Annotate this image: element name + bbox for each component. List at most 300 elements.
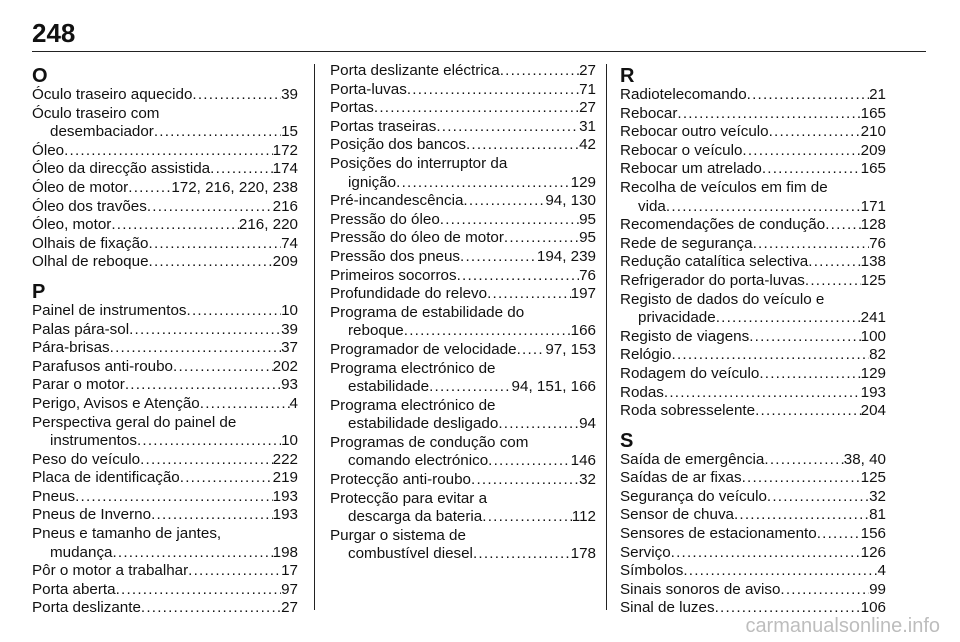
entry-page-ref[interactable]: 216 bbox=[272, 197, 298, 215]
index-entry bbox=[330, 192, 596, 211]
entry-term: Rebocar o veículo bbox=[620, 141, 743, 159]
leader-dots bbox=[473, 545, 571, 564]
entry-page-ref[interactable]: 172, 216, 220, 238 bbox=[171, 178, 298, 196]
entry-term: Pôr o motor a trabalhar bbox=[32, 562, 189, 580]
column-divider bbox=[314, 64, 315, 610]
entry-line bbox=[620, 451, 886, 470]
leader-dots bbox=[188, 562, 281, 581]
entry-term: combustível diesel bbox=[348, 545, 473, 563]
entry-term: Painel de instrumentos bbox=[32, 301, 187, 319]
entry-line bbox=[330, 545, 596, 564]
entry-term: Olhal de reboque bbox=[32, 253, 149, 271]
entry-line bbox=[330, 118, 596, 137]
index-entry bbox=[330, 99, 596, 118]
entry-term: Protecção anti-roubo bbox=[330, 471, 471, 489]
entry-term: Óculo traseiro com bbox=[32, 104, 160, 122]
entry-term: Símbolos bbox=[620, 562, 684, 580]
leader-dots bbox=[764, 451, 843, 470]
entry-line bbox=[32, 414, 298, 433]
entry-page-ref[interactable]: 94 bbox=[579, 415, 596, 433]
entry-line bbox=[620, 253, 886, 272]
entry-line bbox=[330, 285, 596, 304]
index-entry bbox=[330, 211, 596, 230]
index-entry bbox=[620, 216, 886, 235]
leader-dots bbox=[767, 488, 869, 507]
entry-line bbox=[32, 216, 298, 235]
index-entry bbox=[32, 581, 298, 600]
entry-page-ref[interactable]: 4 bbox=[289, 394, 298, 412]
leader-dots bbox=[671, 544, 861, 563]
entry-line bbox=[620, 488, 886, 507]
entry-term: Rede de segurança bbox=[620, 234, 753, 252]
entry-line bbox=[620, 544, 886, 563]
index-entry bbox=[32, 105, 298, 142]
entry-page-ref[interactable]: 93 bbox=[281, 376, 298, 394]
leader-dots bbox=[151, 506, 273, 525]
index-entry bbox=[330, 155, 596, 192]
index-entry bbox=[620, 123, 886, 142]
index-entry bbox=[620, 469, 886, 488]
entry-page-ref[interactable]: 10 bbox=[281, 301, 298, 319]
index-column-1 bbox=[32, 62, 298, 618]
leader-dots bbox=[407, 81, 579, 100]
index-entry bbox=[330, 81, 596, 100]
leader-dots bbox=[116, 581, 282, 600]
index-entry bbox=[32, 506, 298, 525]
entry-term: Óculo traseiro aquecido bbox=[32, 86, 193, 103]
leader-dots bbox=[429, 378, 511, 397]
entry-line bbox=[330, 508, 596, 527]
entry-term: Posição dos bancos bbox=[330, 136, 466, 154]
leader-dots bbox=[780, 581, 869, 600]
entry-page-ref[interactable]: 209 bbox=[860, 141, 886, 159]
index-entry bbox=[620, 581, 886, 600]
leader-dots bbox=[759, 365, 860, 384]
leader-dots bbox=[742, 142, 860, 161]
entry-line bbox=[330, 62, 596, 81]
leader-dots bbox=[374, 99, 579, 118]
entry-line bbox=[32, 562, 298, 581]
entry-page-ref[interactable]: 112 bbox=[571, 508, 596, 526]
entry-line bbox=[32, 376, 298, 395]
entry-line bbox=[330, 434, 596, 453]
leader-dots bbox=[149, 253, 273, 272]
entry-page-ref[interactable]: 241 bbox=[860, 309, 886, 327]
entry-page-ref[interactable]: 74 bbox=[281, 234, 298, 252]
index-entry bbox=[32, 160, 298, 179]
leader-dots bbox=[125, 376, 281, 395]
entry-line bbox=[330, 267, 596, 286]
entry-line bbox=[620, 179, 886, 198]
leader-dots bbox=[471, 471, 579, 490]
leader-dots bbox=[436, 118, 579, 137]
index-entry bbox=[620, 544, 886, 563]
entry-page-ref[interactable]: 32 bbox=[579, 471, 596, 489]
entry-term: Pneus bbox=[32, 487, 76, 505]
leader-dots bbox=[805, 272, 861, 291]
leader-dots bbox=[149, 235, 282, 254]
entry-line bbox=[330, 415, 596, 434]
leader-dots bbox=[825, 216, 860, 235]
entry-page-ref[interactable]: 32 bbox=[869, 487, 886, 505]
entry-term: Óleo da direcção assistida bbox=[32, 160, 211, 178]
entry-term: Pressão do óleo bbox=[330, 210, 440, 228]
entry-page-ref[interactable]: 193 bbox=[272, 506, 298, 524]
entry-term: Óleo bbox=[32, 141, 65, 159]
entry-page-ref[interactable]: 37 bbox=[281, 339, 298, 357]
index-entry bbox=[32, 562, 298, 581]
entry-term: Perspectiva geral do painel de bbox=[32, 413, 237, 431]
entry-page-ref[interactable]: 138 bbox=[860, 253, 886, 271]
index-entry bbox=[330, 434, 596, 471]
leader-dots bbox=[440, 211, 579, 230]
index-entry bbox=[330, 248, 596, 267]
leader-dots bbox=[488, 452, 571, 471]
entry-line bbox=[32, 525, 298, 544]
entry-term: Pára-brisas bbox=[32, 339, 110, 357]
entry-page-ref[interactable]: 71 bbox=[579, 80, 596, 98]
entry-page-ref[interactable]: 178 bbox=[570, 545, 596, 563]
entry-term: Registo de viagens bbox=[620, 327, 750, 345]
entry-term: Óleo dos travões bbox=[32, 197, 147, 215]
entry-page-ref[interactable]: 156 bbox=[860, 525, 886, 543]
entry-page-ref[interactable]: 146 bbox=[570, 452, 596, 470]
leader-dots bbox=[137, 432, 281, 451]
index-entry bbox=[330, 341, 596, 360]
entry-term: Redução catalítica selectiva bbox=[620, 253, 809, 271]
index-entry bbox=[620, 328, 886, 347]
entry-page-ref[interactable]: 219 bbox=[272, 469, 298, 487]
entry-page-ref[interactable]: 95 bbox=[579, 229, 596, 247]
leader-dots bbox=[742, 469, 861, 488]
entry-page-ref[interactable]: 128 bbox=[860, 216, 886, 234]
entry-term: Óleo de motor bbox=[32, 178, 129, 196]
entry-line bbox=[32, 253, 298, 272]
section-gap bbox=[32, 272, 298, 278]
leader-dots bbox=[463, 192, 545, 211]
entry-term: Sensor de chuva bbox=[620, 506, 734, 524]
entry-page-ref[interactable]: 94, 151, 166 bbox=[511, 378, 596, 396]
leader-dots bbox=[817, 525, 861, 544]
entry-line bbox=[620, 309, 886, 328]
entry-page-ref[interactable]: 129 bbox=[570, 173, 596, 191]
index-entry bbox=[620, 291, 886, 328]
leader-dots bbox=[457, 267, 580, 286]
entry-line bbox=[620, 105, 886, 124]
entry-page-ref[interactable]: 10 bbox=[281, 432, 298, 450]
entry-line bbox=[330, 192, 596, 211]
entry-term: Recolha de veículos em fim de bbox=[620, 178, 828, 196]
entry-line bbox=[32, 599, 298, 618]
entry-page-ref[interactable]: 129 bbox=[860, 364, 886, 382]
entry-page-ref[interactable]: 166 bbox=[570, 322, 596, 340]
index-entry bbox=[32, 376, 298, 395]
leader-dots bbox=[482, 508, 572, 527]
leader-dots bbox=[128, 179, 171, 198]
entry-line bbox=[32, 179, 298, 198]
entry-page-ref[interactable]: 100 bbox=[860, 327, 886, 345]
index-entry bbox=[330, 490, 596, 527]
leader-dots bbox=[677, 105, 860, 124]
entry-term: Registo de dados do veículo e bbox=[620, 290, 825, 308]
index-entry bbox=[32, 395, 298, 414]
entry-page-ref[interactable]: 15 bbox=[281, 123, 298, 141]
index-entry bbox=[32, 179, 298, 198]
entry-page-ref[interactable]: 99 bbox=[869, 580, 886, 598]
leader-dots bbox=[192, 86, 281, 105]
entry-line bbox=[330, 155, 596, 174]
index-entry bbox=[620, 142, 886, 161]
entry-page-ref[interactable]: 202 bbox=[272, 357, 298, 375]
leader-dots bbox=[500, 62, 579, 81]
entry-line bbox=[32, 395, 298, 414]
entry-term: descarga da bateria bbox=[348, 508, 483, 526]
entry-term: vida bbox=[638, 197, 666, 215]
entry-term: Parafusos anti-roubo bbox=[32, 357, 173, 375]
entry-term: Parar o motor bbox=[32, 376, 125, 394]
entry-line bbox=[32, 469, 298, 488]
entry-term: Pré-incandescência bbox=[330, 192, 464, 210]
entry-page-ref[interactable]: 97, 153 bbox=[545, 340, 596, 358]
index-entry bbox=[620, 160, 886, 179]
entry-term: estabilidade desligado bbox=[348, 415, 499, 433]
index-entry bbox=[330, 527, 596, 564]
index-entry bbox=[620, 402, 886, 421]
entry-page-ref[interactable]: 27 bbox=[579, 62, 596, 79]
section-letter: R bbox=[620, 65, 635, 87]
index-entry bbox=[330, 267, 596, 286]
index-entry bbox=[32, 235, 298, 254]
entry-page-ref[interactable]: 39 bbox=[281, 320, 298, 338]
index-entry bbox=[620, 179, 886, 216]
entry-page-ref[interactable]: 38, 40 bbox=[843, 450, 886, 468]
entry-term: Roda sobresselente bbox=[620, 402, 756, 420]
entry-term: privacidade bbox=[638, 309, 716, 327]
entry-page-ref[interactable]: 17 bbox=[281, 562, 298, 580]
entry-page-ref[interactable]: 76 bbox=[579, 266, 596, 284]
entry-line bbox=[32, 198, 298, 217]
entry-line bbox=[330, 360, 596, 379]
entry-line bbox=[620, 402, 886, 421]
entry-term: Programas de condução com bbox=[330, 433, 529, 451]
leader-dots bbox=[111, 216, 239, 235]
entry-line bbox=[32, 142, 298, 161]
entry-line bbox=[32, 235, 298, 254]
entry-page-ref[interactable]: 171 bbox=[860, 197, 886, 215]
entry-page-ref[interactable]: 193 bbox=[272, 487, 298, 505]
entry-page-ref[interactable]: 222 bbox=[272, 450, 298, 468]
leader-dots bbox=[466, 136, 579, 155]
index-entry bbox=[620, 506, 886, 525]
entry-term: Programador de velocidade bbox=[330, 340, 517, 358]
index-entry bbox=[32, 142, 298, 161]
index-entry bbox=[330, 397, 596, 434]
entry-term: Sinais sonoros de aviso bbox=[620, 580, 781, 598]
entry-term: Primeiros socorros bbox=[330, 266, 457, 284]
index-entry bbox=[32, 451, 298, 470]
leader-dots bbox=[666, 198, 861, 217]
entry-line bbox=[620, 291, 886, 310]
index-entry bbox=[32, 216, 298, 235]
index-entry bbox=[620, 253, 886, 272]
leader-dots bbox=[187, 302, 282, 321]
index-entry bbox=[32, 302, 298, 321]
entry-line bbox=[330, 211, 596, 230]
entry-term: Saídas de ar fixas bbox=[620, 469, 742, 487]
leader-dots bbox=[141, 599, 281, 618]
entry-page-ref[interactable]: 174 bbox=[272, 160, 298, 178]
entry-term: ignição bbox=[348, 173, 397, 191]
entry-line bbox=[330, 136, 596, 155]
entry-term: Porta-luvas bbox=[330, 80, 407, 98]
leader-dots bbox=[154, 123, 281, 142]
entry-line bbox=[330, 527, 596, 546]
leader-dots bbox=[664, 384, 861, 403]
index-entry bbox=[32, 525, 298, 562]
index-entry bbox=[32, 469, 298, 488]
entry-line bbox=[32, 544, 298, 563]
entry-page-ref[interactable]: 106 bbox=[860, 599, 886, 617]
entry-term: Pneus de Inverno bbox=[32, 506, 152, 524]
leader-dots bbox=[753, 235, 870, 254]
index-entry bbox=[32, 358, 298, 377]
entry-term: Programa electrónico de bbox=[330, 396, 496, 414]
entry-page-ref[interactable]: 126 bbox=[860, 543, 886, 561]
entry-term: Rodagem do veículo bbox=[620, 364, 760, 382]
entry-page-ref[interactable]: 198 bbox=[272, 543, 298, 561]
entry-page-ref[interactable]: 210 bbox=[860, 123, 886, 141]
entry-page-ref[interactable]: 197 bbox=[570, 285, 596, 303]
entry-page-ref[interactable]: 125 bbox=[860, 271, 886, 289]
entry-page-ref[interactable]: 97 bbox=[281, 580, 298, 598]
entry-line bbox=[32, 123, 298, 142]
entry-term: Serviço bbox=[620, 543, 671, 561]
entry-term: Pressão do óleo de motor bbox=[330, 229, 504, 247]
entry-page-ref[interactable]: 4 bbox=[877, 562, 886, 580]
index-entry bbox=[620, 86, 886, 105]
entry-line bbox=[32, 358, 298, 377]
entry-line bbox=[330, 174, 596, 193]
entry-line bbox=[330, 490, 596, 509]
entry-line bbox=[620, 142, 886, 161]
entry-page-ref[interactable]: 94, 130 bbox=[545, 192, 596, 210]
leader-dots bbox=[762, 160, 861, 179]
entry-term: Porta deslizante eléctrica bbox=[330, 62, 500, 79]
entry-page-ref[interactable]: 204 bbox=[860, 402, 886, 420]
entry-page-ref[interactable]: 172 bbox=[272, 141, 298, 159]
entry-term: Programa electrónico de bbox=[330, 359, 496, 377]
entry-page-ref[interactable]: 21 bbox=[869, 86, 886, 103]
entry-page-ref[interactable]: 76 bbox=[869, 234, 886, 252]
entry-page-ref[interactable]: 31 bbox=[579, 117, 596, 135]
entry-page-ref[interactable]: 193 bbox=[860, 383, 886, 401]
section-letter: P bbox=[32, 280, 46, 303]
entry-line bbox=[620, 581, 886, 600]
index-entry bbox=[330, 229, 596, 248]
index-entry bbox=[620, 488, 886, 507]
entry-term: Purgar o sistema de bbox=[330, 526, 466, 544]
index-entry bbox=[330, 285, 596, 304]
entry-line bbox=[330, 341, 596, 360]
entry-term: Sensores de estacionamento bbox=[620, 525, 817, 543]
header-rule bbox=[32, 51, 926, 52]
entry-line bbox=[32, 321, 298, 340]
index-entry bbox=[620, 451, 886, 470]
entry-page-ref[interactable]: 27 bbox=[281, 599, 298, 617]
entry-term: Portas bbox=[330, 99, 374, 117]
index-entry bbox=[32, 321, 298, 340]
leader-dots bbox=[140, 451, 273, 470]
index-entry bbox=[32, 198, 298, 217]
index-entry bbox=[620, 525, 886, 544]
entry-line bbox=[620, 216, 886, 235]
leader-dots bbox=[110, 339, 281, 358]
entry-line bbox=[620, 328, 886, 347]
index-entry bbox=[32, 339, 298, 358]
entry-term: Protecção para evitar a bbox=[330, 489, 488, 507]
leader-dots bbox=[64, 142, 273, 161]
entry-page-ref[interactable]: 39 bbox=[281, 86, 298, 103]
index-entry bbox=[330, 62, 596, 81]
entry-page-ref[interactable]: 165 bbox=[860, 104, 886, 122]
entry-page-ref[interactable]: 216, 220 bbox=[238, 216, 298, 234]
entry-term: Segurança do veículo bbox=[620, 487, 767, 505]
leader-dots bbox=[75, 488, 273, 507]
entry-line bbox=[330, 452, 596, 471]
entry-page-ref[interactable]: 81 bbox=[869, 506, 886, 524]
section-gap bbox=[620, 421, 886, 427]
entry-term: Rodas bbox=[620, 383, 664, 401]
entry-term: Rebocar outro veículo bbox=[620, 123, 769, 141]
index-entry bbox=[620, 562, 886, 581]
entry-line bbox=[620, 562, 886, 581]
entry-line bbox=[620, 384, 886, 403]
leader-dots bbox=[210, 160, 273, 179]
index-entry bbox=[32, 253, 298, 272]
entry-page-ref[interactable]: 125 bbox=[860, 469, 886, 487]
leader-dots bbox=[200, 395, 290, 414]
entry-page-ref[interactable]: 165 bbox=[860, 160, 886, 178]
section-letter: S bbox=[620, 429, 634, 452]
entry-page-ref[interactable]: 194, 239 bbox=[536, 247, 596, 265]
entry-line bbox=[330, 229, 596, 248]
leader-dots bbox=[396, 174, 571, 193]
entry-line bbox=[330, 304, 596, 323]
entry-line bbox=[32, 488, 298, 507]
leader-dots bbox=[487, 285, 571, 304]
page-number: 248 bbox=[32, 18, 76, 48]
entry-page-ref[interactable]: 27 bbox=[579, 99, 596, 117]
entry-line bbox=[32, 451, 298, 470]
leader-dots bbox=[747, 86, 869, 105]
entry-line bbox=[620, 469, 886, 488]
index-entry bbox=[330, 136, 596, 155]
index-entry bbox=[32, 488, 298, 507]
entry-page-ref[interactable]: 42 bbox=[579, 136, 596, 154]
index-entry bbox=[620, 235, 886, 254]
index-column-3 bbox=[620, 62, 886, 618]
leader-dots bbox=[716, 309, 861, 328]
entry-term: Placa de identificação bbox=[32, 469, 180, 487]
entry-term: Pressão dos pneus bbox=[330, 247, 461, 265]
entry-line bbox=[620, 272, 886, 291]
entry-term: Portas traseiras bbox=[330, 117, 437, 135]
entry-page-ref[interactable]: 95 bbox=[579, 210, 596, 228]
entry-line bbox=[330, 248, 596, 267]
entry-page-ref[interactable]: 82 bbox=[869, 346, 886, 364]
entry-page-ref[interactable]: 209 bbox=[272, 253, 298, 271]
index-entry bbox=[32, 86, 298, 105]
